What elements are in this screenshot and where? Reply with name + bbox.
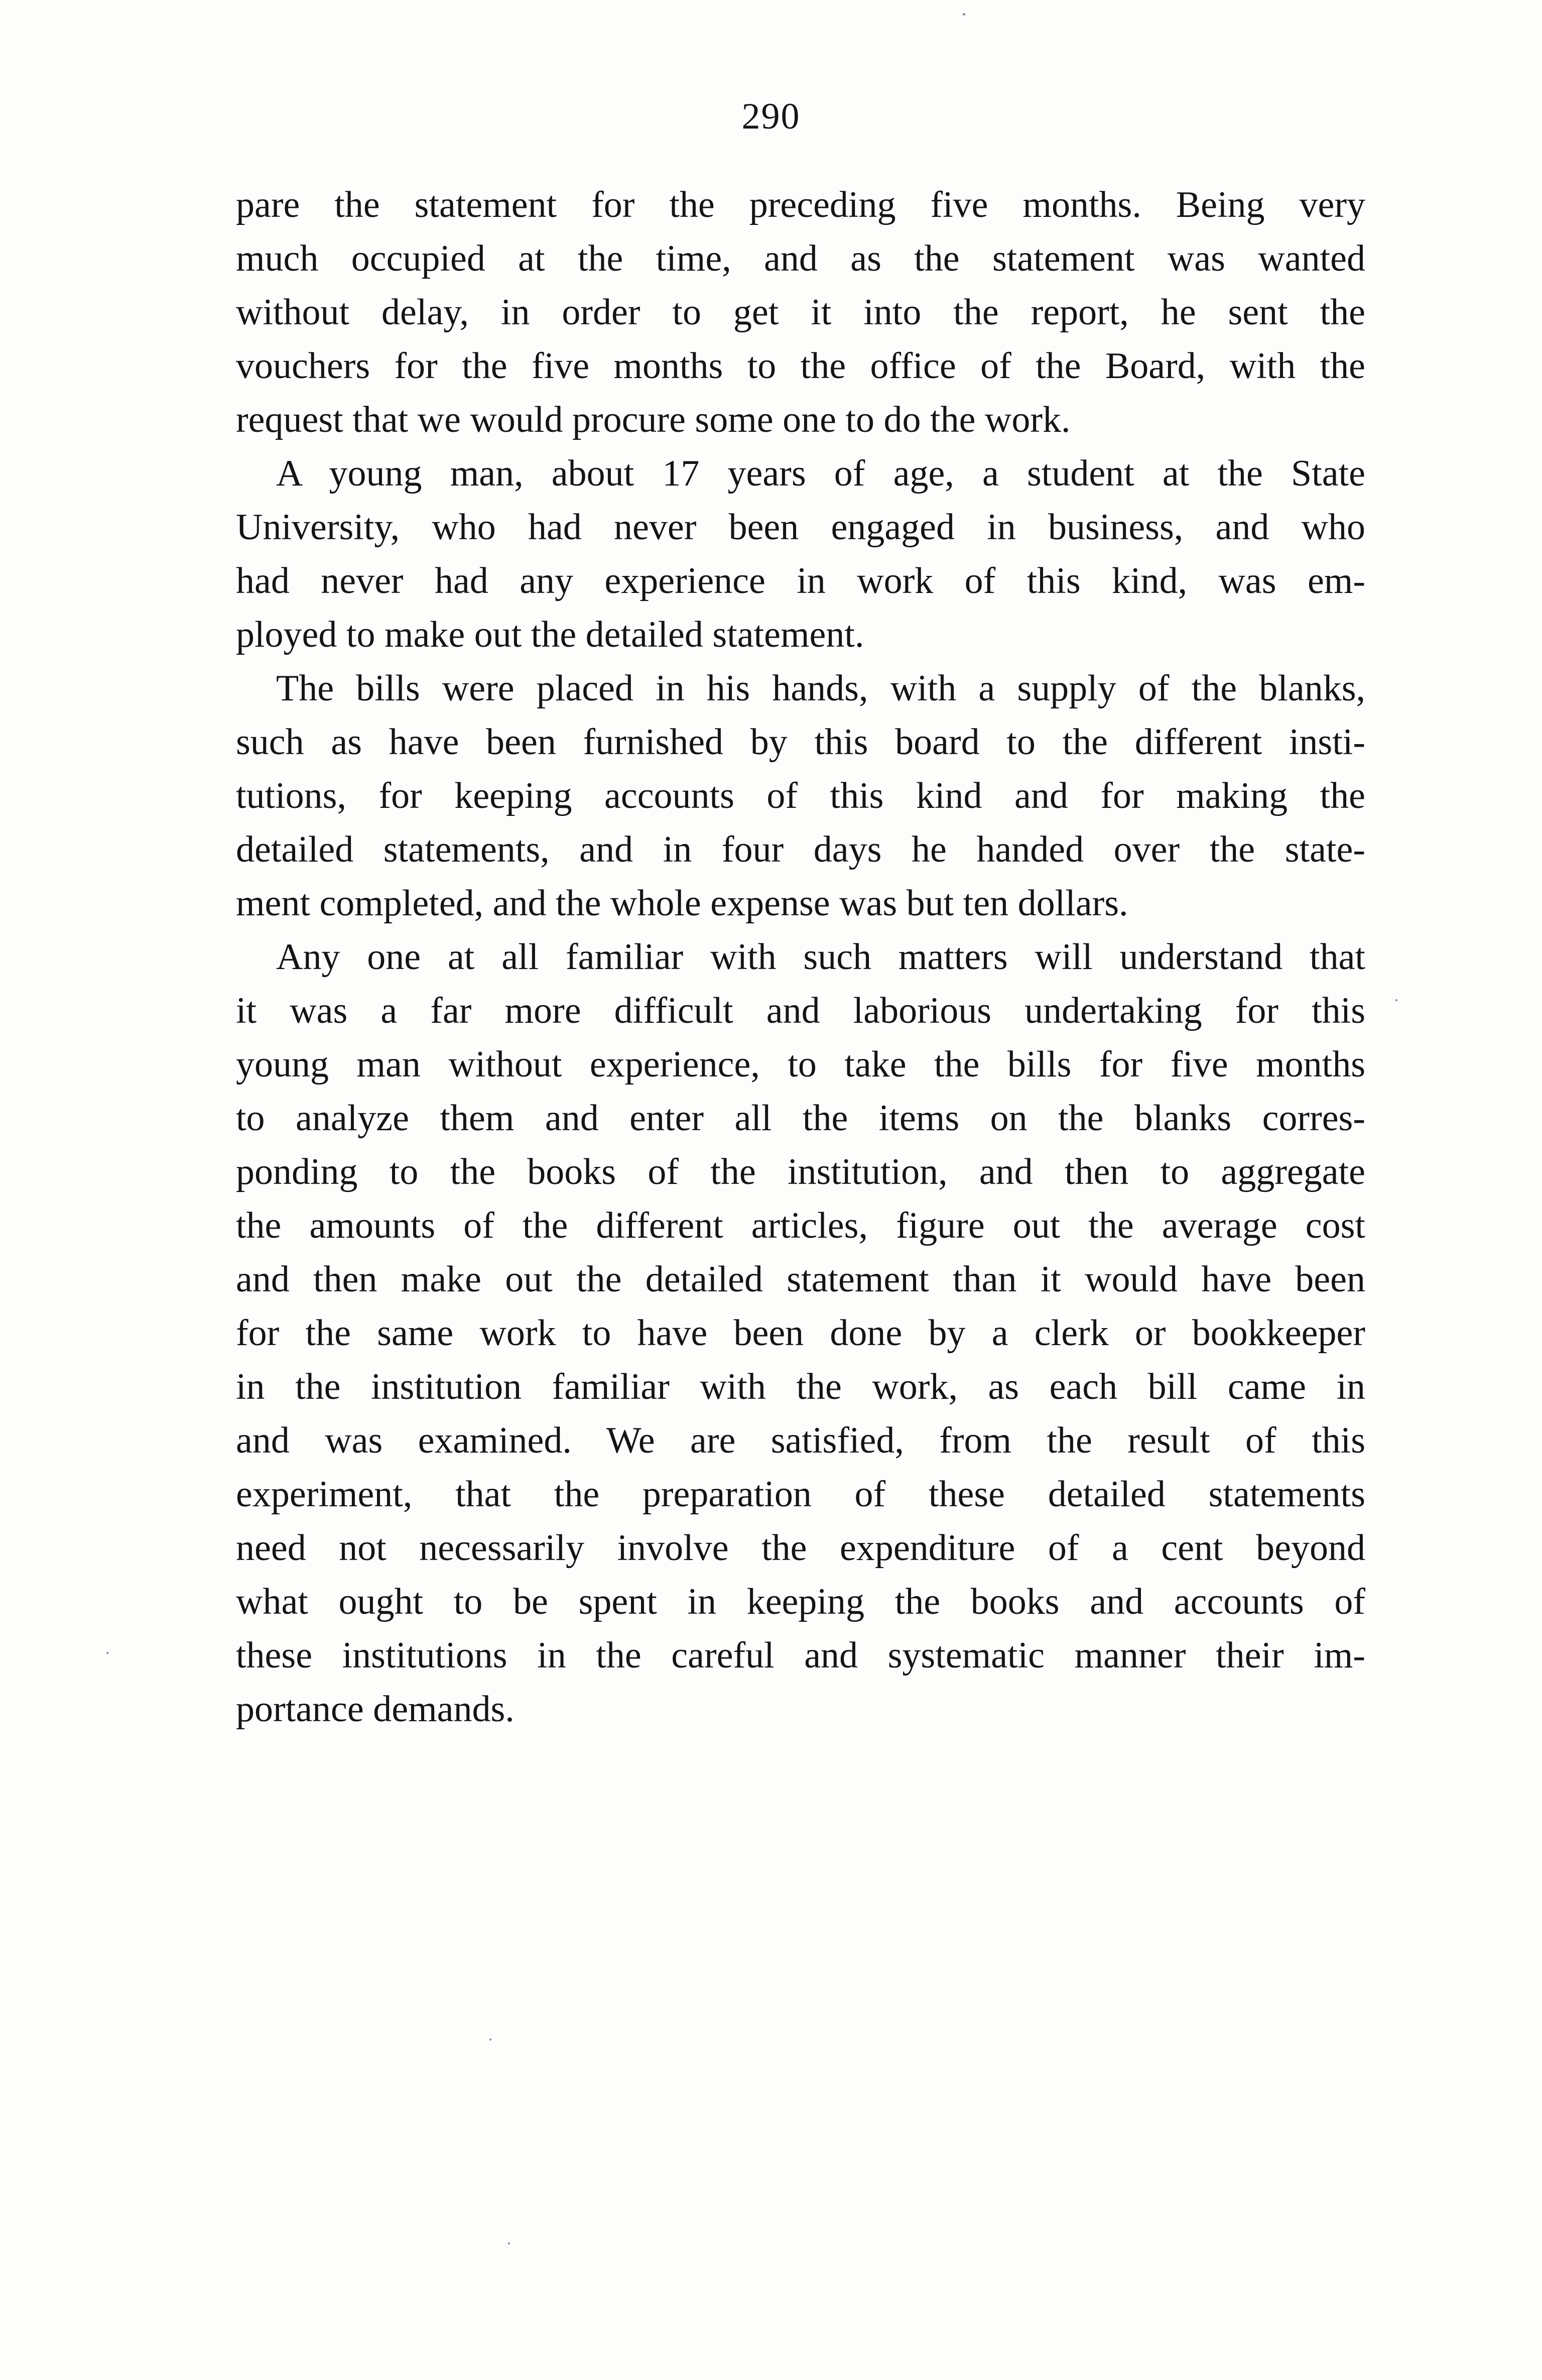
text-line: and was examined. We are satisfied, from the result of this — [236, 1420, 1365, 1461]
paper-speck — [489, 2039, 491, 2041]
text-line: these institutions in the careful and systematic manner their im- — [236, 1635, 1365, 1676]
paper-speck — [106, 1652, 108, 1654]
text-line: pare the statement for the preceding five months. Being very — [236, 184, 1365, 225]
text-line: it was a far more difficult and laborious undertaking for this — [236, 990, 1365, 1031]
text-line: The bills were placed in his hands, with a supply of the blanks, — [276, 668, 1365, 709]
text-line: without delay, in order to get it into the report, he sent the — [236, 292, 1365, 333]
text-line: Any one at all familiar with such matters will understand that — [276, 936, 1365, 978]
text-line: young man without experience, to take the bills for five months — [236, 1044, 1365, 1085]
text-line: tutions, for keeping accounts of this kind and for making the — [236, 775, 1365, 816]
text-line: University, who had never been engaged in business, and who — [236, 507, 1365, 548]
text-line: need not necessarily involve the expenditure of a cent beyond — [236, 1527, 1365, 1569]
paper-speck — [508, 2242, 510, 2244]
text-line: detailed statements, and in four days he handed over the state- — [236, 829, 1365, 870]
paragraph-2 — [236, 447, 1365, 662]
text-line: and then make out the detailed statement than it would have been — [236, 1259, 1365, 1300]
paragraph-1 — [236, 178, 1365, 447]
paper-speck — [1395, 999, 1397, 1001]
text-line: to analyze them and enter all the items on the blanks corres- — [236, 1098, 1365, 1139]
text-line: such as have been furnished by this board to the different insti- — [236, 722, 1365, 763]
body-text — [236, 178, 1365, 1736]
text-line: ployed to make out the detailed statement. — [236, 614, 864, 655]
text-line: much occupied at the time, and as the statement was wanted — [236, 238, 1365, 279]
paragraph-3 — [236, 662, 1365, 930]
text-line: had never had any experience in work of this kind, was em- — [236, 560, 1365, 602]
text-line: portance demands. — [236, 1689, 515, 1730]
text-line: in the institution familiar with the work, as each bill came in — [236, 1366, 1365, 1407]
text-line: vouchers for the five months to the office of the Board, with the — [236, 345, 1365, 387]
paragraph-4 — [236, 930, 1365, 1736]
text-line: what ought to be spent in keeping the books and accounts of — [236, 1581, 1365, 1622]
text-line: experiment, that the preparation of these detailed statements — [236, 1474, 1365, 1515]
text-line: for the same work to have been done by a clerk or bookkeeper — [236, 1313, 1365, 1354]
page-number: 290 — [741, 96, 801, 137]
text-line: ponding to the books of the institution, and then to aggregate — [236, 1151, 1365, 1193]
text-line: request that we would procure some one to do the work. — [236, 399, 1071, 440]
paper-speck — [963, 13, 965, 16]
text-line: the amounts of the different articles, figure out the average cost — [236, 1205, 1365, 1246]
text-line: A young man, about 17 years of age, a student at the State — [276, 453, 1365, 494]
text-line: ment completed, and the whole expense was but ten dollars. — [236, 883, 1128, 924]
